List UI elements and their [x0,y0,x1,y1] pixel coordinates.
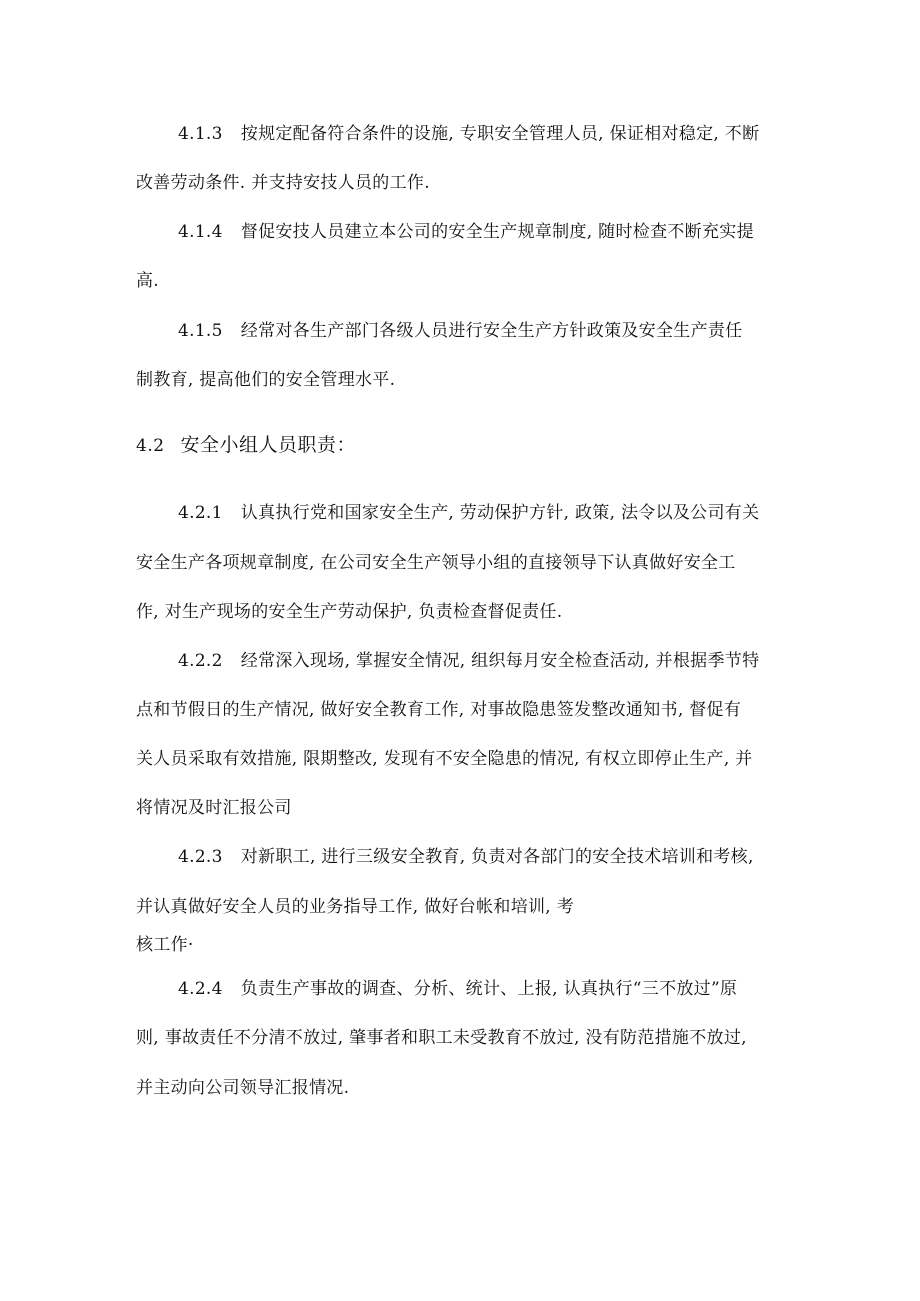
clause-4-1-5-line-2: 制教育, 提高他们的安全管理水平. [136,370,396,390]
clause-4-2-1-line-1 [178,502,759,524]
clause-4-2-4-line-1 [178,978,737,1000]
section-title: 安全小组人员职责： [180,434,357,456]
clause-4-2-3-line-1 [178,846,754,868]
clause-text: 经常深入现场, 掌握安全情况, 组织每月安全检查活动, 并根据季节特 [240,651,760,671]
clause-number: 4.2.1 [178,503,223,523]
section-number: 4.2 [136,436,165,456]
clause-4-1-3-line-1 [178,123,759,145]
section-heading-4-2 [136,433,356,458]
clause-number: 4.1.5 [178,321,223,341]
clause-4-1-4-line-2: 高. [136,271,160,291]
clause-4-1-5-line-1 [178,320,742,342]
clause-4-1-3-line-2: 改善劳动条件. 并支持安技人员的工作. [136,173,430,193]
clause-4-1-4-line-1 [178,221,754,243]
clause-number: 4.2.3 [178,847,223,867]
clause-4-2-4-line-3: 并主动向公司领导汇报情况. [136,1078,350,1098]
clause-number: 4.1.4 [178,222,223,242]
clause-text: 认真执行党和国家安全生产, 劳动保护方针, 政策, 法令以及公司有关 [240,503,760,523]
clause-4-2-3-line-2: 并认真做好安全人员的业务指导工作, 做好台帐和培训, 考 [136,897,575,917]
clause-4-2-4-line-2: 则, 事故责任不分清不放过, 肇事者和职工未受教育不放过, 没有防范措施不放过, [136,1028,747,1048]
clause-number: 4.2.4 [178,979,223,999]
clause-text: 负责生产事故的调查、分析、统计、上报, 认真执行“三不放过”原 [240,979,738,999]
clause-4-2-2-line-3: 关人员采取有效措施, 限期整改, 发现有不安全隐患的情况, 有权立即停止生产, 并 [136,749,753,769]
clause-text: 经常对各生产部门各级人员进行安全生产方针政策及安全生产责任 [240,321,743,341]
clause-4-2-2-line-1 [178,650,759,672]
clause-4-2-2-line-4: 将情况及时汇报公司 [136,798,292,818]
clause-text: 按规定配备符合条件的设施, 专职安全管理人员, 保证相对稳定, 不断 [240,124,760,144]
clause-4-2-2-line-2: 点和节假日的生产情况, 做好安全教育工作, 对事故隐患签发整改通知书, 督促有 [136,700,742,720]
clause-text: 督促安技人员建立本公司的安全生产规章制度, 随时检查不断充实提 [240,222,754,242]
clause-4-2-1-line-3: 作, 对生产现场的安全生产劳动保护, 负责检查督促责任. [136,602,563,622]
clause-text: 对新职工, 进行三级安全教育, 负责对各部门的安全技术培训和考核, [240,847,754,867]
clause-number: 4.2.2 [178,651,223,671]
clause-number: 4.1.3 [178,124,223,144]
clause-4-2-3-line-3: 核工作· [136,935,194,955]
clause-4-2-1-line-2: 安全生产各项规章制度, 在公司安全生产领导小组的直接领导下认真做好安全工 [136,553,736,573]
